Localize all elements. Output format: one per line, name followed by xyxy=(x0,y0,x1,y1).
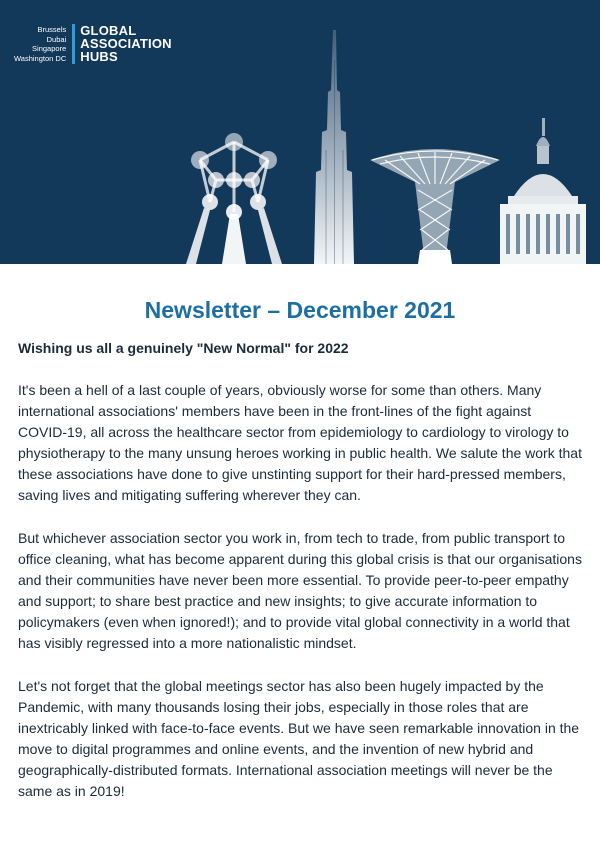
logo-cities xyxy=(14,24,72,63)
header-banner xyxy=(0,0,600,264)
logo-divider xyxy=(72,24,75,64)
logo-brand-line: ASSOCIATION xyxy=(80,36,172,51)
newsletter-paragraph: Let's not forget that the global meetings sector has also been hugely impacted by the Pandemic, with many thousands losing their jobs, especially in those roles that are inextricably linked with face-to-face events. But we have seen remarkable innovation in the move to digital programmes and online events, and the invention of new hybrid and geographically-distributed formats. International association meetings will never be the same as in 2019! xyxy=(18,678,580,799)
logo-brand xyxy=(80,24,172,63)
atomium-icon xyxy=(186,133,282,264)
global-association-hubs-logo[interactable] xyxy=(14,24,172,64)
newsletter-title: Newsletter – December 2021 xyxy=(144,297,456,323)
logo-brand-line: GLOBAL xyxy=(80,23,137,38)
newsletter-subtitle: Wishing us all a genuinely "New Normal" for 2022 xyxy=(18,340,349,356)
logo-brand-line: HUBS xyxy=(80,49,118,64)
supertree-icon xyxy=(370,149,500,264)
capitol-dome-icon xyxy=(500,118,586,264)
logo-city: Dubai xyxy=(46,34,67,44)
newsletter-paragraph: But whichever association sector you work in, from tech to trade, from public transport to office cleaning, what has become apparent during this global crisis is that our organisations and their communities have never been more essential. To provide peer-to-peer empathy and support; to share best practice and new insights; to give accurate information to policymakers (even when ignored!); and to provide vital global connectivity in a world that has visibly regressed into a more nationalistic mindset. xyxy=(18,530,582,651)
logo-city: Singapore xyxy=(32,44,67,53)
logo-city: Washington DC xyxy=(14,53,67,63)
logo-city: Brussels xyxy=(37,25,67,34)
burj-khalifa-icon xyxy=(314,30,354,264)
newsletter-paragraph: It's been a hell of a last couple of years, obviously worse for some than others. Many international associations' members have been in the front-lines of the fight against COVID-19, all across the healthcare sector from epidemiology to cardiology to virology to physiotherapy to the many unsung heroes working in public health. We salute the work that these associations have done to give unstinting support for their hard-pressed members, saving lives and mitigating suffering wherever they can. xyxy=(18,382,582,503)
newsletter-content xyxy=(0,295,600,802)
